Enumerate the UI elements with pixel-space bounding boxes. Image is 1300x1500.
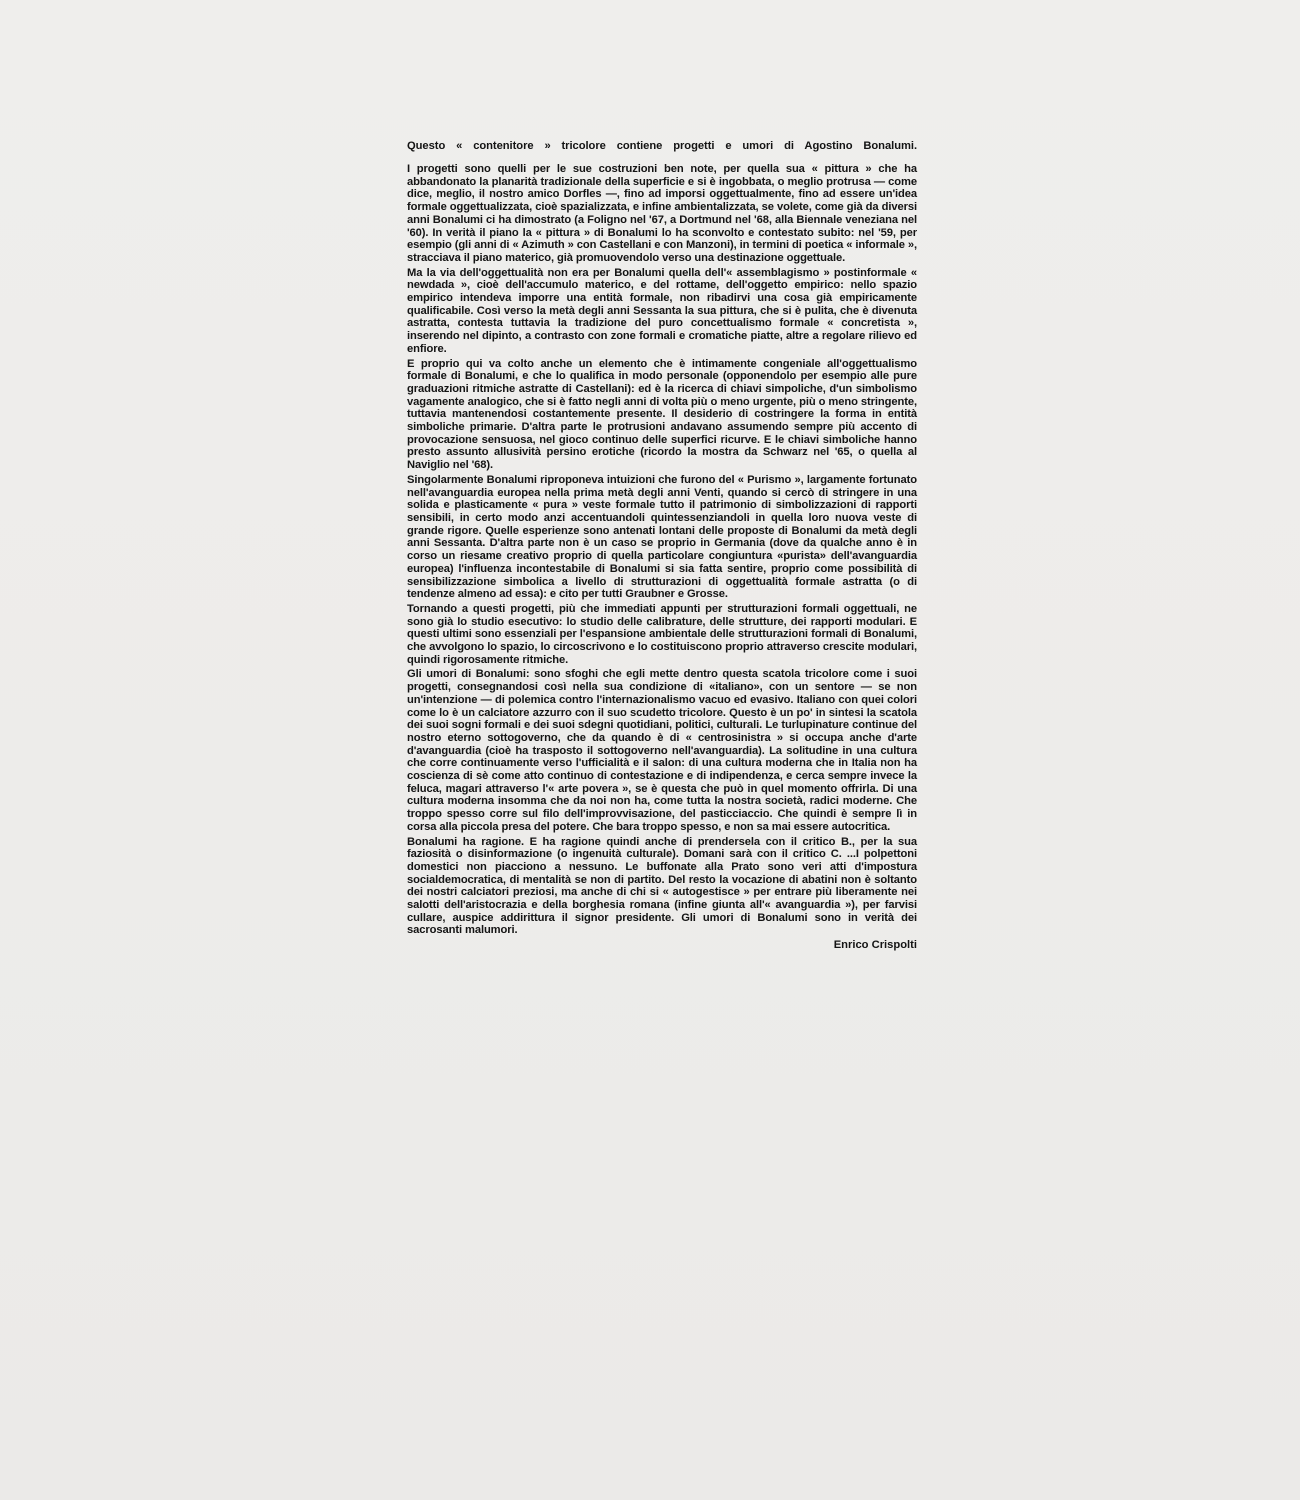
- paragraph-6: Gli umori di Bonalumi: sono sfoghi che egli mette dentro questa scatola tricolore come i suoi progetti, consegnandosi così nella sua condizione di «italiano», con un sentore — se non un'intenzione — di polemica contro l'internazionalismo vacuo ed evasivo. Italiano con quei colori come lo è un calciatore azzurro con il suo scudetto tricolore. Questo è un po' in sintesi la scatola dei suoi sogni formali e dei suoi sdegni quotidiani, politici, culturali. Le turlupinature continue del nostro eterno sottogoverno, che da quando è di « centrosinistra » si occupa anche d'arte d'avanguardia (cioè ha trasposto il sottogoverno nell'avanguardia). La solitudine in una cultura che corre continuamente verso l'ufficialità e il salon: di una cultura moderna che in Italia non ha coscienza di sè come atto continuo di contestazione e di indipendenza, e cerca sempre invece la feluca, magari attraverso l'« arte povera », se è questa che può in quel momento offrirla. Di una cultura moderna insomma che da noi non ha, come tutta la nostra società, radici moderne. Che troppo spesso corre sul filo dell'improvvisazione, del pasticciaccio. Che quindi è sempre lì in corsa alla piccola presa del potere. Che bara troppo spesso, e non sa mai essere autocritica.: [407, 668, 917, 833]
- text-column: [407, 140, 917, 952]
- paragraph-4: Singolarmente Bonalumi riproponeva intuizioni che furono del « Purismo », largamente fortunato nell'avanguardia europea nella prima metà degli anni Venti, quando si cercò di stringere in una solida e plasticamente « pura » veste formale tutto il patrimonio di simbolizzazioni di rapporti sensibili, in certo modo anzi accentuandoli quintessenziandoli in quella loro nuova veste di grande rigore. Quelle esperienze sono antenati lontani delle proposte di Bonalumi da metà degli anni Sessanta. D'altra parte non è un caso se proprio in Germania (dove da qualche anno è in corso un riesame creativo proprio di quella particolare congiuntura «purista» dell'avanguardia europea) l'influenza incontestabile di Bonalumi si sia fatta sentire, proprio come possibilità di sensibilizzazione simbolica a livello di strutturazioni di oggettualità formale astratta (o di tendenze almeno ad essa): e cito per tutti Graubner e Grosse.: [407, 473, 917, 601]
- paragraph-5: Tornando a questi progetti, più che immediati appunti per strutturazioni formali oggettuali, ne sono già lo studio esecutivo: lo studio delle calibrature, delle strutture, dei rapporti modulari. E questi ultimi sono essenziali per l'espansione ambientale delle strutturazioni formali di Bonalumi, che avvolgono lo spazio, lo circoscrivono e lo costituiscono proprio attraverso crescite modulari, quindi rigorosamente ritmiche.: [407, 602, 917, 666]
- paragraph-3: E proprio qui va colto anche un elemento che è intimamente congeniale all'oggettualismo formale di Bonalumi, e che lo qualifica in modo personale (opponendolo per esempio alle pure graduazioni ritmiche astratte di Castellani): ed è la ricerca di chiavi simpoliche, d'un simbolismo vagamente analogico, che si è fatto negli anni di volta più o meno urgente, più o meno stringente, tuttavia mantenendosi costantemente presente. Il desiderio di costringere la forma in entità simboliche primarie. D'altra parte le protrusioni andavano assumendo sempre più accento di provocazione sensuosa, nel gioco continuo delle superfici ricurve. E le chiavi simboliche hanno presto assunto allusività persino erotiche (ricordo la mostra da Schwarz nel '65, o quella al Naviglio nel '68).: [407, 357, 917, 472]
- paragraph-2: Ma la via dell'oggettualità non era per Bonalumi quella dell'« assemblagismo » postinformale « newdada », cioè dell'accumulo materico, e del rottame, dell'oggetto empirico: nello spazio empirico intendeva imporre una entità formale, non ribadirvi una cosa già empiricamente qualificabile. Così verso la metà degli anni Sessanta la sua pittura, che si è pulita, che è divenuta astratta, contesta tuttavia la tradizione del puro concettualismo formale « concretista », inserendo nel dipinto, a contrasto con zone formali e cromatiche piatte, altre a regolare rilievo ed enfiore.: [407, 266, 917, 355]
- author-signature: Enrico Crispolti: [833, 939, 917, 952]
- headline: Questo « contenitore » tricolore contiene progetti e umori di Agostino Bonalumi.: [407, 140, 917, 152]
- paragraph-1: I progetti sono quelli per le sue costruzioni ben note, per quella sua « pittura » che ha abbandonato la planarità tradizionale della superficie e si è ingobbata, o meglio protrusa — come dice, meglio, il nostro amico Dorfles —, fino ad imporsi oggettualmente, fino ad essere un'idea formale oggettualizzata, cioè spazializzata, e infine ambientalizzata, se volete, come già da diversi anni Bonalumi ci ha dimostrato (a Foligno nel '67, a Dortmund nel '68, alla Biennale veneziana nel '60). In verità il piano la « pittura » di Bonalumi lo ha sconvolto e contestato subito: nel '59, per esempio (gli anni di « Azimuth » con Castellani e con Manzoni), in termini di poetica « informale », stracciava il piano materico, già promuovendolo verso una destinazione oggettuale.: [407, 163, 917, 264]
- paragraph-7: Bonalumi ha ragione. E ha ragione quindi anche di prendersela con il critico B., per la sua faziosità o disinformazione (o ingenuità culturale). Domani sarà con il critico C. ...I polpettoni domestici non piacciono a nessuno. Le buffonate alla Prato sono veri atti d'impostura socialdemocratica, di mentalità se non di partito. Del resto la vocazione di abatini non è soltanto dei nostri calciatori preziosi, ma anche di chi si « autogestisce » per entrare più liberamente nei salotti dell'aristocrazia e della borghesia romana (infine giunta all'« avanguardia »), per farvisi cullare, auspice addirittura il signor presidente. Gli umori di Bonalumi sono in verità dei sacrosanti malumori.: [407, 835, 917, 937]
